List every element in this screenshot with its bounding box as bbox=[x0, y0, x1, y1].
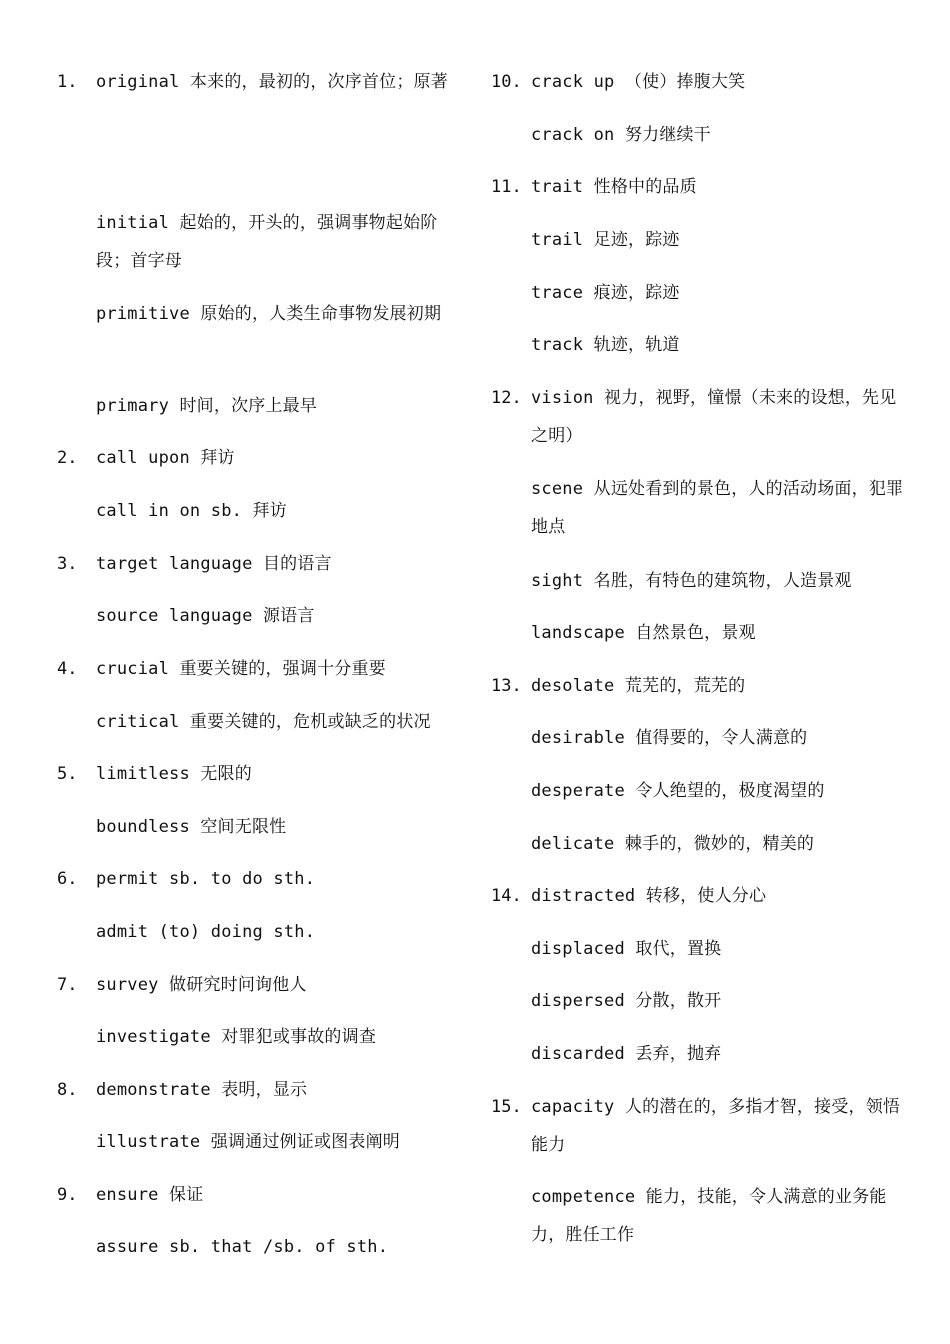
vocab-term: assure sb. that /sb. of sth. bbox=[96, 1237, 389, 1257]
vocab-entry bbox=[531, 667, 906, 705]
entry-number: 10. bbox=[491, 72, 522, 92]
vocab-meaning: 源语言 bbox=[262, 606, 315, 626]
entry-number: 15. bbox=[491, 1097, 522, 1117]
vocab-term: trace bbox=[531, 283, 584, 303]
vocab-term: sight bbox=[531, 571, 584, 591]
vocab-entry bbox=[96, 597, 461, 635]
entry-number: 3. bbox=[57, 554, 78, 574]
vocab-entry bbox=[96, 650, 461, 688]
vocab-meaning: 重要关键的，危机或缺乏的状况 bbox=[189, 712, 431, 732]
vocab-term: trait bbox=[531, 177, 584, 197]
vocab-term: distracted bbox=[531, 886, 636, 906]
vocab-term: boundless bbox=[96, 817, 190, 837]
vocab-entry bbox=[96, 545, 461, 583]
vocab-entry bbox=[531, 379, 906, 455]
entry-number: 2. bbox=[57, 448, 78, 468]
vocab-meaning: 令人绝望的，极度渴望的 bbox=[635, 781, 825, 801]
entry-number: 5. bbox=[57, 764, 78, 784]
vocab-term: delicate bbox=[531, 834, 615, 854]
vocab-entry bbox=[96, 1071, 461, 1109]
vocab-entry bbox=[531, 221, 906, 259]
vocab-term: crucial bbox=[96, 659, 170, 679]
vocab-meaning: 对罪犯或事故的调查 bbox=[221, 1027, 377, 1047]
vocab-meaning: 人的潜在的，多指才智，接受，领悟能力 bbox=[531, 1097, 901, 1155]
vocab-meaning: 痕迹，踪迹 bbox=[593, 283, 680, 303]
vocab-term: landscape bbox=[531, 623, 625, 643]
vocab-entry bbox=[531, 877, 906, 915]
vocab-meaning: 足迹，踪迹 bbox=[593, 230, 680, 250]
entry-number: 12. bbox=[491, 388, 522, 408]
vocab-term: desolate bbox=[531, 676, 615, 696]
vocab-term: limitless bbox=[96, 764, 190, 784]
vocab-meaning: 视力，视野，憧憬（未来的设想，先见之明） bbox=[531, 388, 897, 446]
vocab-entry bbox=[96, 439, 461, 477]
vocab-entry bbox=[96, 63, 461, 101]
vocab-entry bbox=[531, 1088, 906, 1164]
entry-number: 13. bbox=[491, 676, 522, 696]
entry-number: 8. bbox=[57, 1080, 78, 1100]
vocab-entry bbox=[96, 295, 461, 333]
vocab-meaning: 本来的，最初的，次序首位；原著 bbox=[189, 72, 448, 92]
vocab-entry bbox=[96, 913, 461, 951]
vocab-entry bbox=[96, 808, 461, 846]
vocab-meaning: 性格中的品质 bbox=[593, 177, 697, 197]
vocab-entry bbox=[531, 274, 906, 312]
vocab-meaning: 值得要的，令人满意的 bbox=[635, 728, 808, 748]
vocab-meaning: 空间无限性 bbox=[200, 817, 287, 837]
vocab-term: crack up bbox=[531, 72, 615, 92]
vocab-entry bbox=[531, 982, 906, 1020]
vocab-term: desirable bbox=[531, 728, 625, 748]
vocab-meaning: 分散，散开 bbox=[635, 991, 722, 1011]
vocab-entry bbox=[96, 755, 461, 793]
vocab-term: discarded bbox=[531, 1044, 625, 1064]
vocab-term: ensure bbox=[96, 1185, 159, 1205]
vocab-meaning: 丢弃，抛弃 bbox=[635, 1044, 722, 1064]
vocab-meaning: 努力继续干 bbox=[624, 125, 711, 145]
vocab-entry bbox=[531, 772, 906, 810]
vocab-entry bbox=[531, 470, 906, 546]
vocab-term: source language bbox=[96, 606, 253, 626]
vocab-entry bbox=[531, 1035, 906, 1073]
vocab-term: scene bbox=[531, 479, 584, 499]
entry-number: 6. bbox=[57, 869, 78, 889]
vocab-entry bbox=[531, 825, 906, 863]
vocab-meaning: 强调通过例证或图表阐明 bbox=[210, 1132, 400, 1152]
vocab-term: original bbox=[96, 72, 180, 92]
vocab-meaning: 重要关键的，强调十分重要 bbox=[179, 659, 386, 679]
vocab-entry bbox=[96, 1228, 461, 1266]
vocab-term: illustrate bbox=[96, 1132, 201, 1152]
vocab-entry bbox=[531, 930, 906, 968]
entry-number: 4. bbox=[57, 659, 78, 679]
vocab-meaning: 取代，置换 bbox=[635, 939, 722, 959]
vocab-term: target language bbox=[96, 554, 253, 574]
entry-number: 1. bbox=[57, 72, 78, 92]
vocab-term: demonstrate bbox=[96, 1080, 211, 1100]
vocab-term: permit sb. to do sth. bbox=[96, 869, 316, 889]
vocab-term: call upon bbox=[96, 448, 190, 468]
vocab-term: crack on bbox=[531, 125, 615, 145]
vocab-term: capacity bbox=[531, 1097, 615, 1117]
vocab-meaning: 自然景色，景观 bbox=[635, 623, 756, 643]
vocab-term: desperate bbox=[531, 781, 625, 801]
vocab-meaning: 拜访 bbox=[252, 501, 287, 521]
vocab-meaning: （使）捧腹大笑 bbox=[624, 72, 746, 92]
vocab-meaning: 荒芜的，荒芜的 bbox=[624, 676, 746, 696]
vocab-term: critical bbox=[96, 712, 180, 732]
vocab-term: displaced bbox=[531, 939, 625, 959]
vocab-entry bbox=[96, 966, 461, 1004]
vocab-term: vision bbox=[531, 388, 594, 408]
entry-number: 11. bbox=[491, 177, 522, 197]
entry-number: 9. bbox=[57, 1185, 78, 1205]
vocab-meaning: 保证 bbox=[169, 1185, 204, 1205]
vocab-entry bbox=[96, 492, 461, 530]
vocab-meaning: 从远处看到的景色，人的活动场面，犯罪地点 bbox=[531, 479, 904, 537]
vocab-term: dispersed bbox=[531, 991, 625, 1011]
vocab-entry bbox=[531, 1178, 906, 1254]
vocab-meaning: 能力，技能，令人满意的业务能力，胜任工作 bbox=[531, 1187, 887, 1245]
vocab-meaning: 转移，使人分心 bbox=[645, 886, 767, 906]
vocab-meaning: 原始的，人类生命事物发展初期 bbox=[200, 304, 442, 324]
vocab-meaning: 做研究时问询他人 bbox=[169, 975, 307, 995]
vocab-entry bbox=[96, 1018, 461, 1056]
vocab-term: primitive bbox=[96, 304, 190, 324]
vocab-term: competence bbox=[531, 1187, 636, 1207]
vocab-entry bbox=[531, 562, 906, 600]
vocab-meaning: 目的语言 bbox=[262, 554, 332, 574]
vocab-entry bbox=[96, 703, 461, 741]
vocab-entry bbox=[96, 860, 461, 898]
vocab-term: initial bbox=[96, 213, 170, 233]
entry-number: 14. bbox=[491, 886, 522, 906]
vocab-meaning: 时间，次序上最早 bbox=[179, 396, 318, 416]
vocab-meaning: 拜访 bbox=[200, 448, 235, 468]
vocab-term: trail bbox=[531, 230, 584, 250]
vocab-term: primary bbox=[96, 396, 170, 416]
vocab-entry bbox=[531, 719, 906, 757]
vocab-meaning: 表明，显示 bbox=[221, 1080, 308, 1100]
vocab-entry bbox=[531, 168, 906, 206]
vocab-term: investigate bbox=[96, 1027, 211, 1047]
vocab-meaning: 无限的 bbox=[200, 764, 252, 784]
vocab-entry bbox=[531, 116, 906, 154]
vocab-meaning: 起始的，开头的，强调事物起始阶段；首字母 bbox=[96, 213, 438, 271]
vocab-meaning: 棘手的，微妙的，精美的 bbox=[624, 834, 815, 854]
vocab-term: call in on sb. bbox=[96, 501, 243, 521]
vocab-entry bbox=[96, 1123, 461, 1161]
vocab-entry bbox=[531, 326, 906, 364]
vocab-entry bbox=[96, 204, 461, 280]
entry-number: 7. bbox=[57, 975, 78, 995]
vocab-term: track bbox=[531, 335, 584, 355]
vocab-entry bbox=[531, 63, 906, 101]
vocab-meaning: 名胜，有特色的建筑物，人造景观 bbox=[593, 571, 852, 591]
vocab-term: survey bbox=[96, 975, 159, 995]
vocab-entry bbox=[531, 614, 906, 652]
vocab-entry bbox=[96, 1176, 461, 1214]
vocab-meaning: 轨迹，轨道 bbox=[593, 335, 680, 355]
vocab-entry bbox=[96, 387, 461, 425]
vocab-term: admit (to) doing sth. bbox=[96, 922, 316, 942]
